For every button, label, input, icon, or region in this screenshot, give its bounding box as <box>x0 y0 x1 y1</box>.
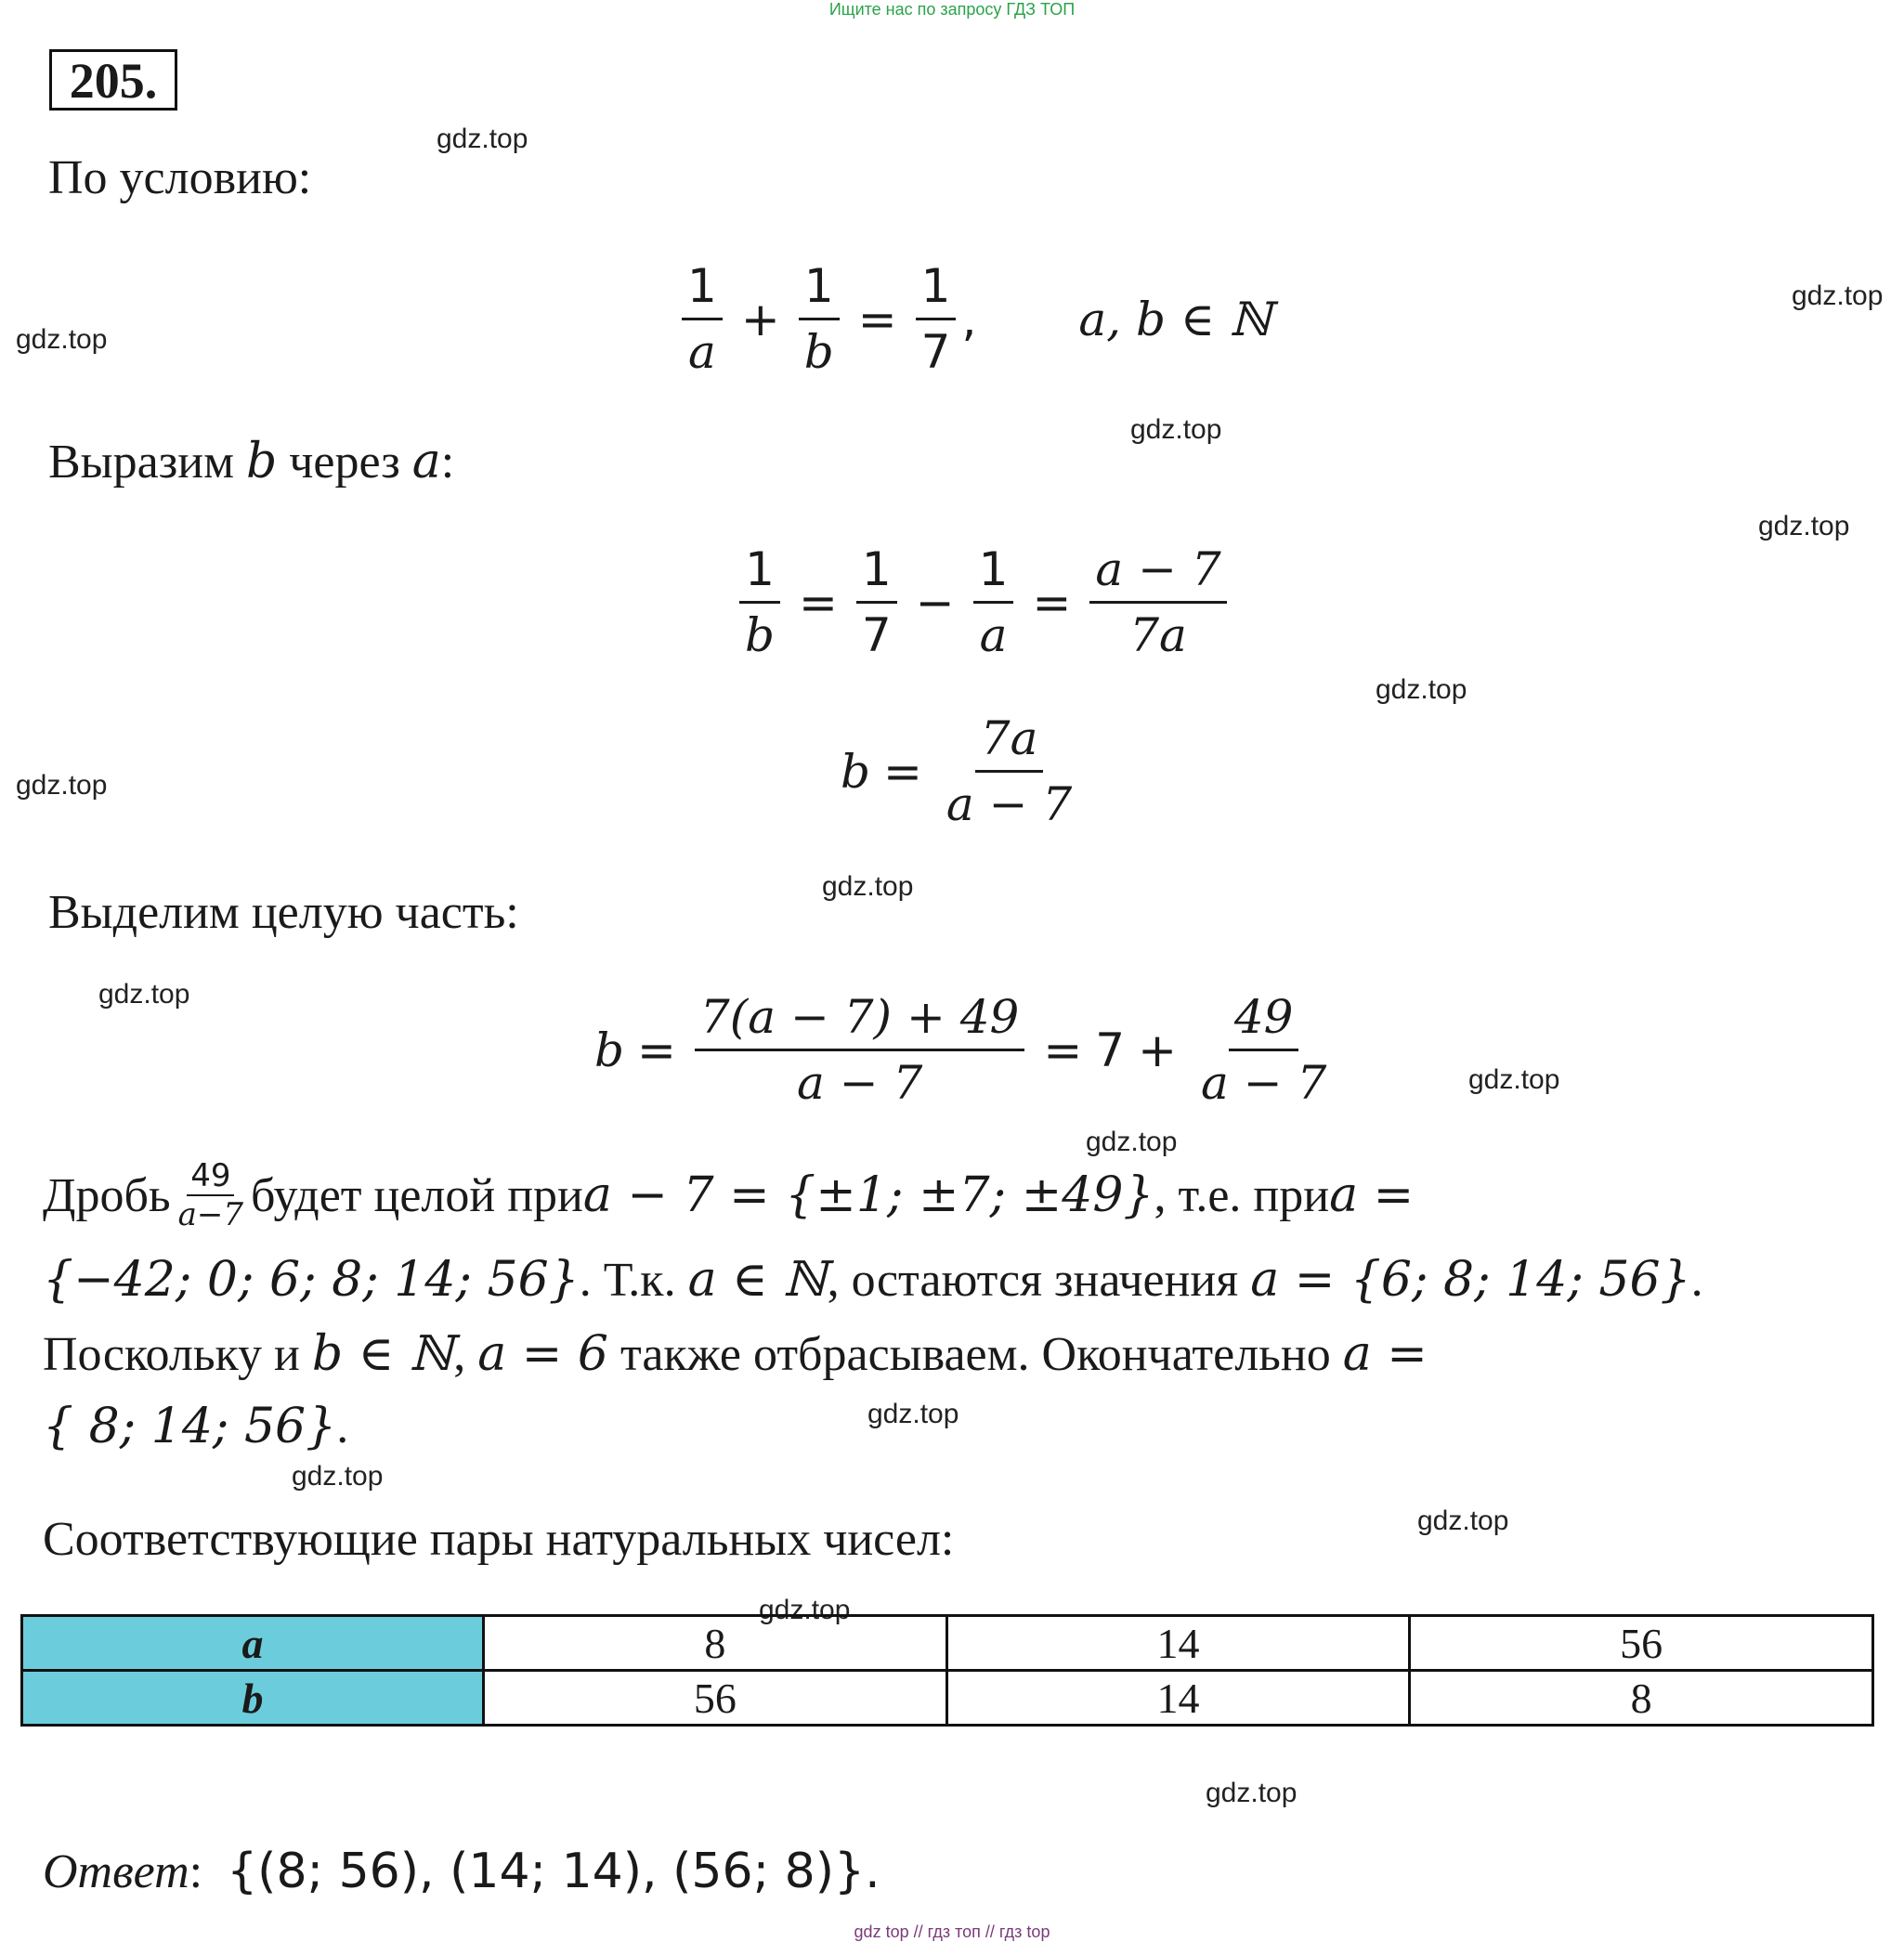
watermark: gdz.top <box>16 324 108 355</box>
watermark: gdz.top <box>1376 674 1467 705</box>
watermark: gdz.top <box>822 871 914 902</box>
table-cell: 14 <box>946 1671 1410 1726</box>
pairs-table <box>20 1614 1874 1727</box>
watermark: gdz.top <box>1417 1505 1509 1536</box>
footer: gdz top // гдз топ // гдз top <box>854 1922 1050 1941</box>
equation-condition: $\frac{1}{a}$ + $\frac{1}{b}$ = $\frac{1}{7}$ , a, b ∈ ℕ <box>676 258 1272 380</box>
watermark: gdz.top <box>1792 280 1884 311</box>
table-cell: 56 <box>484 1671 947 1726</box>
express-text: Выразим b через a: <box>48 434 455 489</box>
search-banner: Ищите нас по запросу ГДЗ ТОП <box>828 0 1076 19</box>
answer-value: {(8; 56), (14; 14), (56; 8)}. <box>227 1844 880 1899</box>
answer-label: Ответ <box>43 1845 189 1898</box>
pairs-heading: Соответствующие пары натуральных чисел: <box>43 1513 955 1566</box>
para-line-3: Поскольку и b ∈ ℕ, a = 6 также отбрасываем. Окончательно a = <box>43 1326 1428 1382</box>
watermark: gdz.top <box>16 770 108 801</box>
watermark: gdz.top <box>1086 1127 1178 1157</box>
watermark: gdz.top <box>437 124 528 154</box>
table-cell: 14 <box>946 1616 1410 1671</box>
watermark: gdz.top <box>292 1461 384 1492</box>
table-cell: 56 <box>1410 1616 1873 1671</box>
watermark: gdz.top <box>1468 1064 1560 1095</box>
intro-text: По условию: <box>48 151 312 204</box>
row-label-b: b <box>22 1671 484 1726</box>
para-line-2: {−42; 0; 6; 8; 14; 56}. Т.к. a ∈ ℕ, остаются значения a = {6; 8; 14; 56}. <box>43 1252 1703 1308</box>
watermark: gdz.top <box>867 1399 959 1429</box>
table-row <box>22 1616 1873 1671</box>
equation-express-b: $\frac{1}{b}$ = $\frac{1}{7}$ − $\frac{1}{a}$ = $\frac{a - 7}{7a}$ <box>734 541 1232 663</box>
watermark: gdz.top <box>759 1595 851 1625</box>
watermark: gdz.top <box>98 979 190 1010</box>
watermark: gdz.top <box>1206 1778 1298 1808</box>
problem-number: 205. <box>49 49 177 111</box>
para-line-1: Дробь 49 a−7 будет целой при a − 7 = {±1; ±7; ±49} , т.е. при a = <box>43 1157 1415 1233</box>
equation-b: b = $\frac{7a}{a - 7}$ <box>841 711 1073 831</box>
table-cell: 8 <box>1410 1671 1873 1726</box>
watermark: gdz.top <box>1130 414 1222 445</box>
watermark: gdz.top <box>1758 511 1850 541</box>
equation-whole-part: b = $\frac{7(a - 7) + 49}{a - 7}$ = 7 + $\frac{49}{a - 7}$ <box>594 990 1327 1110</box>
row-label-a: a <box>22 1616 484 1671</box>
table-cell: 8 <box>484 1616 947 1671</box>
answer: Ответ: {(8; 56), (14; 14), (56; 8)}. <box>43 1844 880 1899</box>
whole-part-text: Выделим целую часть: <box>48 886 519 939</box>
table-row <box>22 1671 1873 1726</box>
para-line-4: { 8; 14; 56}. <box>43 1399 349 1454</box>
